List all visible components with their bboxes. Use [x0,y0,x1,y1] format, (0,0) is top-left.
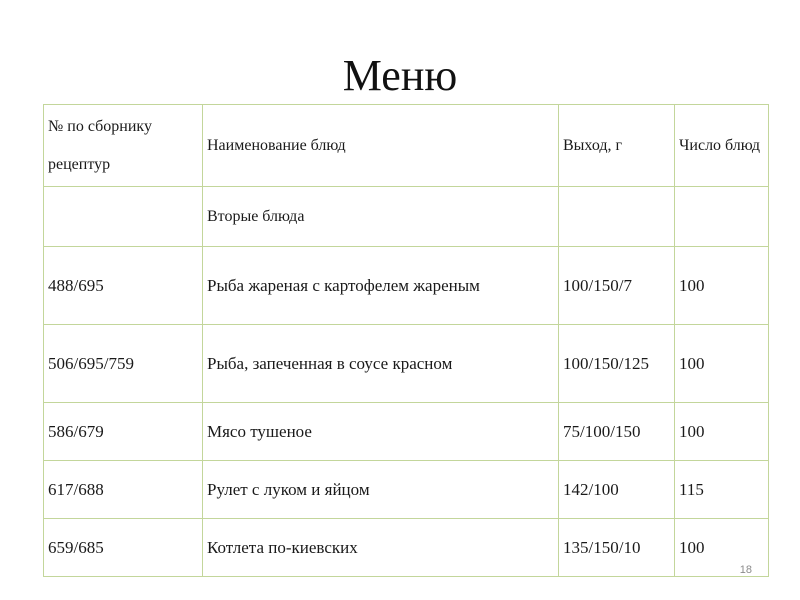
yield-cell: 100/150/125 [559,325,675,403]
recipe-number-cell: 586/679 [44,403,203,461]
recipe-number-cell: 506/695/759 [44,325,203,403]
dish-name-cell: Мясо тушеное [203,403,559,461]
dish-count-cell: 115 [675,461,769,519]
header-row [44,105,769,187]
dish-count-cell: 100 [675,403,769,461]
section-label: Вторые блюда [203,187,559,247]
dish-count-cell: 100 [675,247,769,325]
yield-cell: 142/100 [559,461,675,519]
header-dish-count: Число блюд [675,105,769,187]
recipe-number-cell: 617/688 [44,461,203,519]
header-yield: Выход, г [559,105,675,187]
dish-name-cell: Рыба, запеченная в соусе красном [203,325,559,403]
section-empty-cell [675,187,769,247]
table-row [44,403,769,461]
page-number: 18 [739,564,752,576]
recipe-number-cell: 488/695 [44,247,203,325]
dish-count-cell: 100 [675,519,769,577]
page-title: Меню [342,51,458,100]
dish-name-cell: Рыба жареная с картофелем жареным [203,247,559,325]
dish-count-cell: 100 [675,325,769,403]
menu-table [43,104,769,577]
table-row [44,461,769,519]
dish-name-cell: Рулет с луком и яйцом [203,461,559,519]
header-recipe-number: № по сборнику рецептур [44,105,203,187]
table-row [44,247,769,325]
yield-cell: 75/100/150 [559,403,675,461]
dish-name-cell: Котлета по-киевских [203,519,559,577]
recipe-number-cell: 659/685 [44,519,203,577]
table-row [44,325,769,403]
table-row [44,519,769,577]
header-dish-name: Наименование блюд [203,105,559,187]
section-row [44,187,769,247]
yield-cell: 135/150/10 [559,519,675,577]
yield-cell: 100/150/7 [559,247,675,325]
section-empty-cell [44,187,203,247]
section-empty-cell [559,187,675,247]
